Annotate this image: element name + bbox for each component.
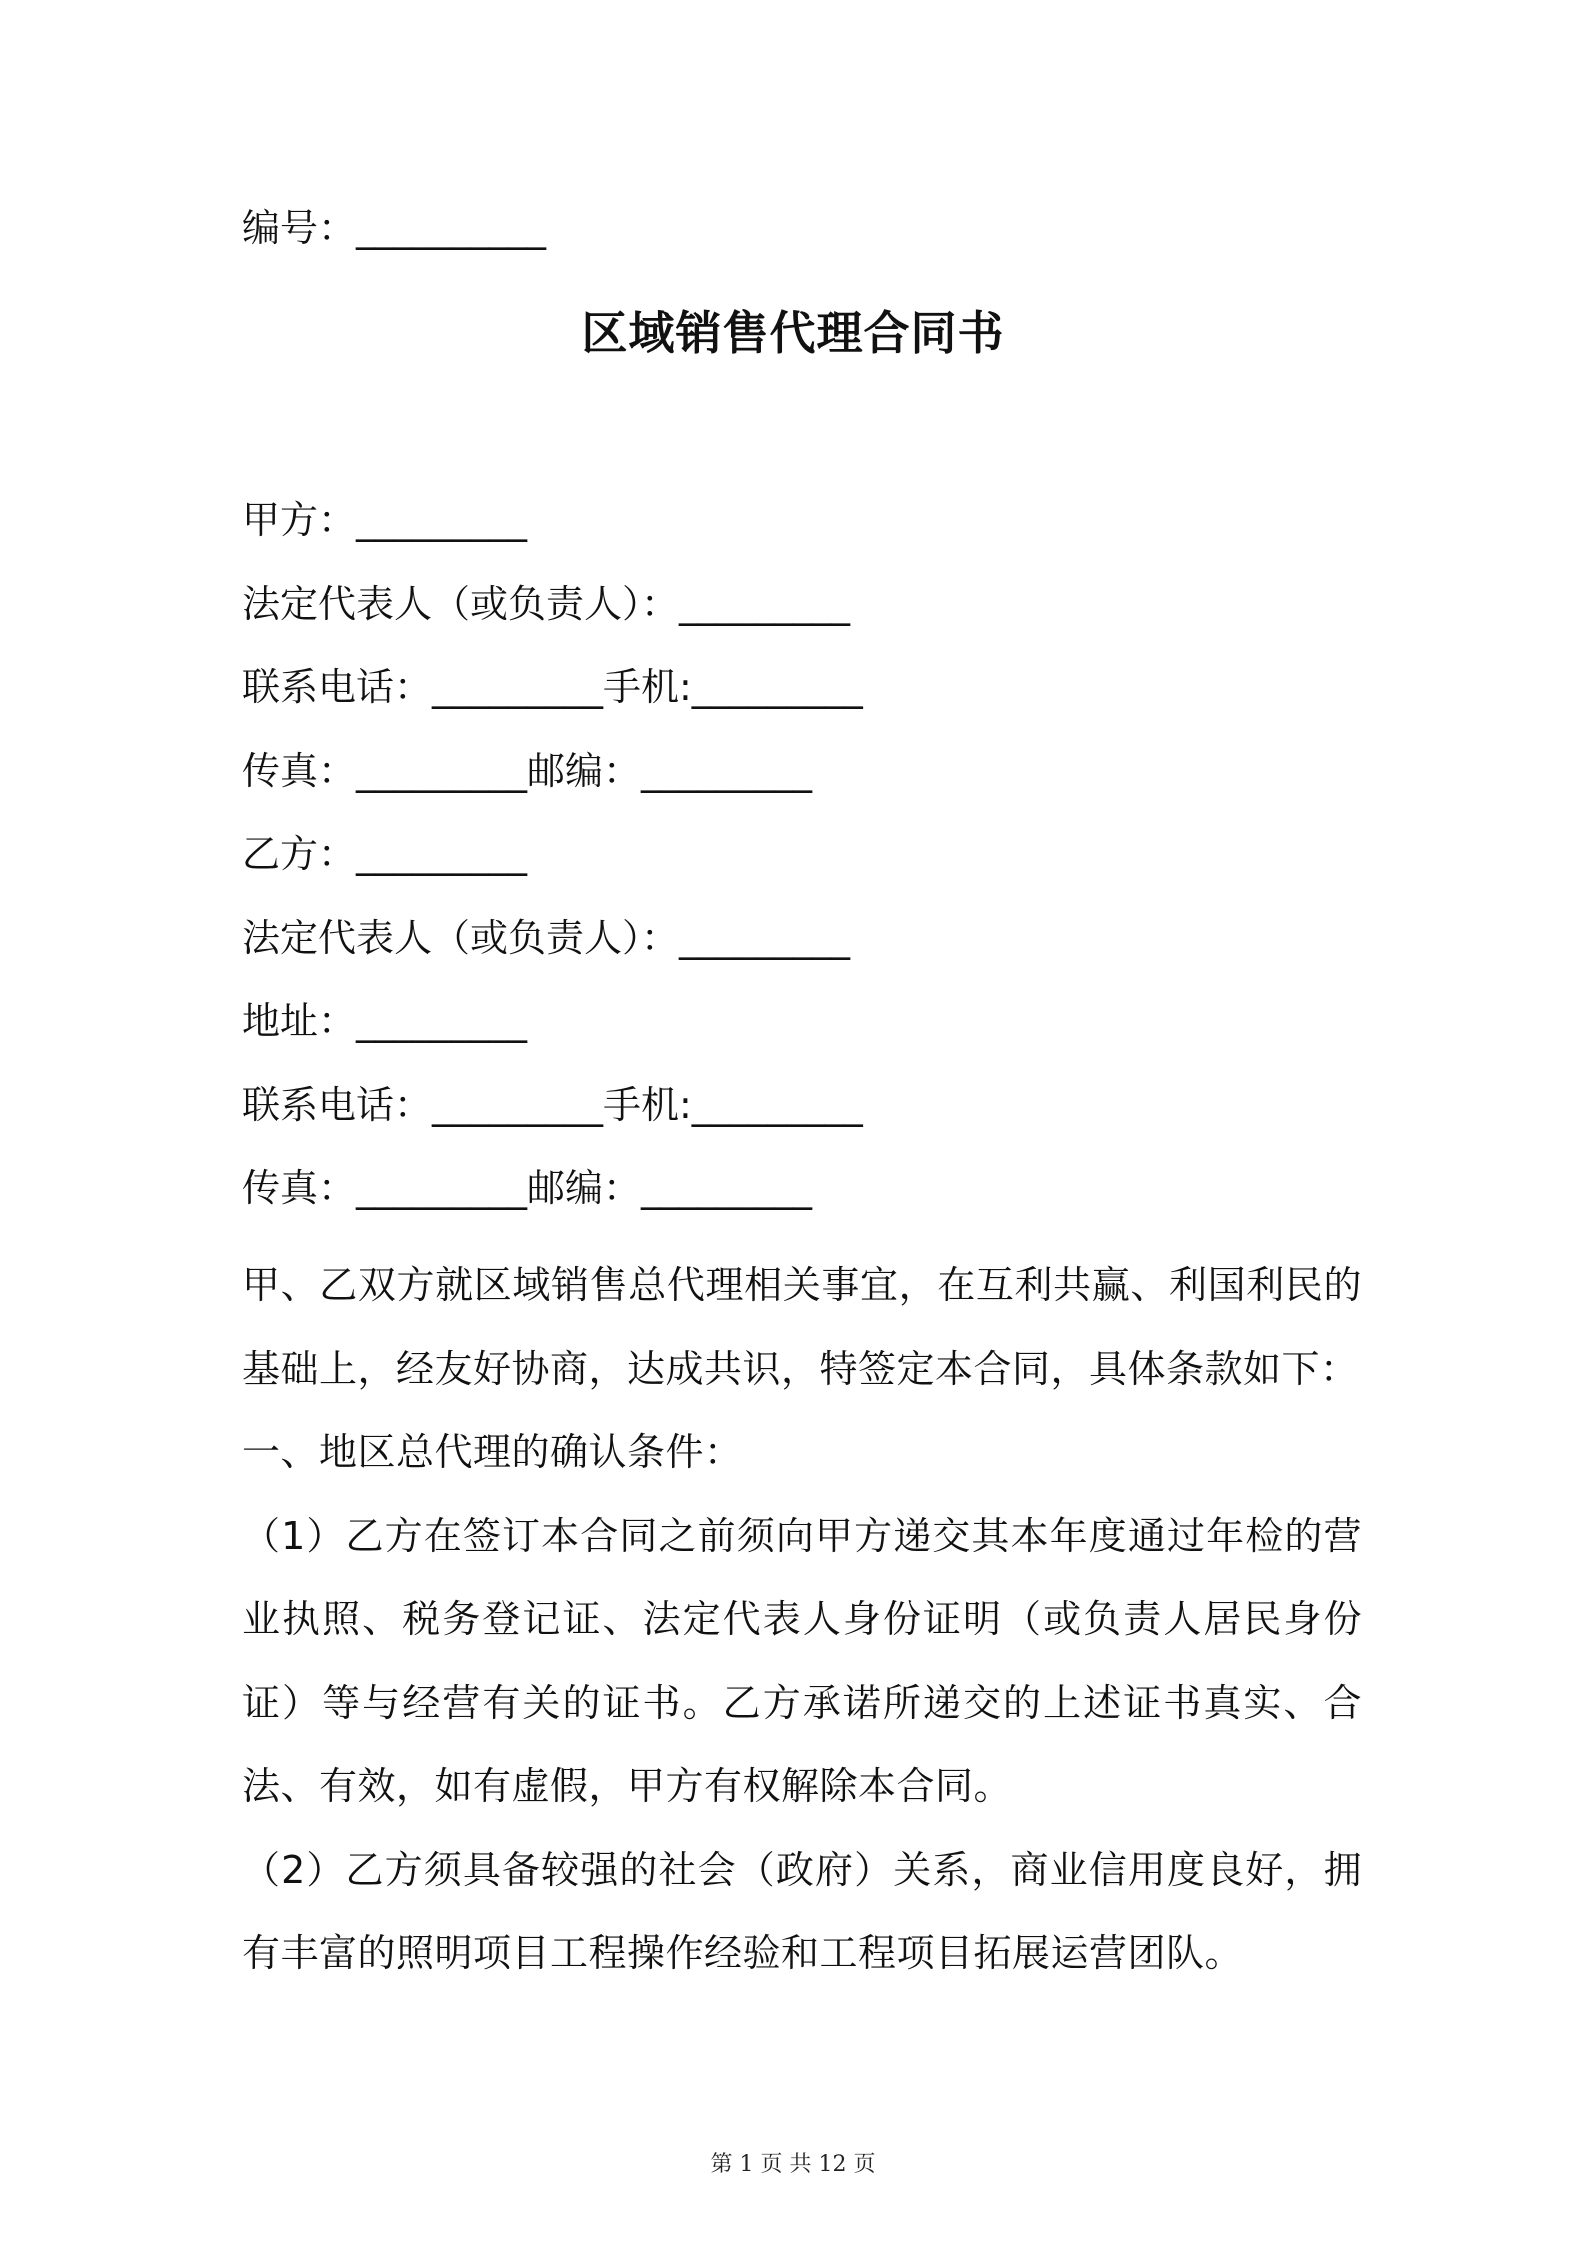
party-info-fields	[242, 490, 1362, 1242]
clause-paragraph: （1）乙方在签订本合同之前须向甲方递交其本年度通过年检的营业执照、税务登记证、法定代表人身份证明（或负责人居民身份证）等与经营有关的证书。乙方承诺所递交的上述证书真实、合法、有效，如有虚假，甲方有权解除本合同。	[242, 1513, 1362, 1808]
contract-body	[242, 1244, 1362, 1996]
page-footer: 第 1 页 共 12 页	[710, 2152, 876, 2177]
clause-paragraph: （2）乙方须具备较强的社会（政府）关系，商业信用度良好，拥有丰富的照明项目工程操作经验和工程项目拓展运营团队。	[242, 1847, 1362, 1975]
party-b-name-field: 乙方：_________	[242, 832, 528, 876]
contract-title: 区域销售代理合同书	[581, 306, 1005, 360]
party-a-fax-postcode-field: 传真：_________邮编：_________	[242, 748, 813, 793]
party-b-fax-postcode-field: 传真：_________邮编：_________	[242, 1166, 813, 1210]
party-a-name-field: 甲方：_________	[242, 498, 528, 542]
party-a-phone-field: 联系电话：_________手机:_________	[242, 665, 863, 709]
party-a-legal-representative-field: 法定代表人（或负责人）：_________	[242, 581, 851, 626]
party-b-legal-representative-field: 法定代表人（或负责人）：_________	[242, 915, 851, 960]
preamble-paragraph: 甲、乙双方就区域销售总代理相关事宜，在互利共赢、利国利民的基础上，经友好协商，达成共识，特签定本合同，具体条款如下：	[242, 1263, 1362, 1391]
party-b-phone-field: 联系电话：_________手机:_________	[242, 1082, 863, 1127]
contract-number-line: 编号：__________	[242, 206, 547, 250]
section-heading: 一、地区总代理的确认条件：	[242, 1430, 743, 1474]
party-b-address-field: 地址：_________	[242, 999, 528, 1043]
